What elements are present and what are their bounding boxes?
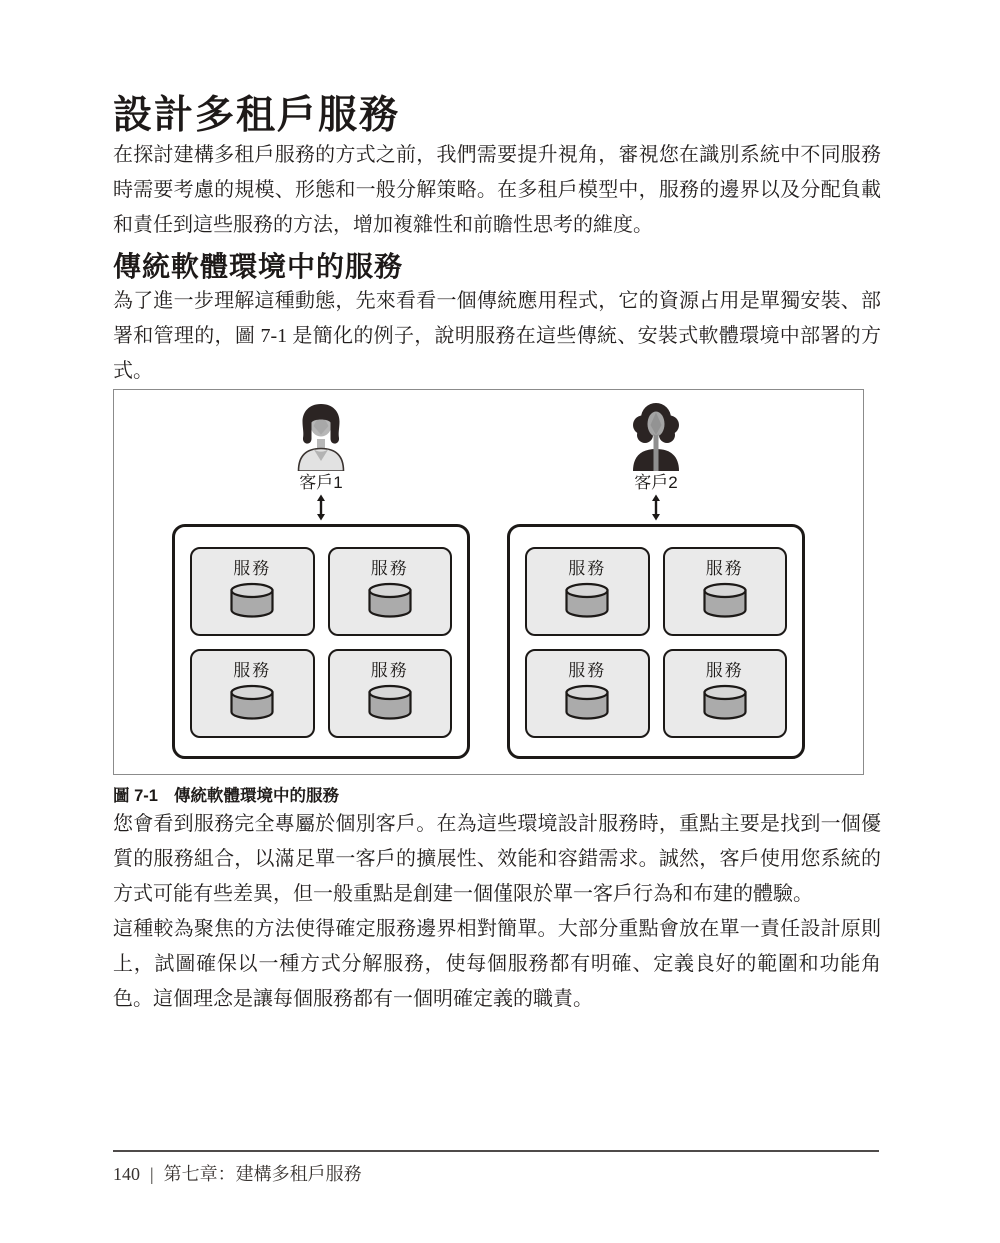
service-label: 服務	[233, 661, 272, 680]
database-cylinder-icon	[229, 582, 275, 618]
client-1-tenant-container	[172, 524, 470, 759]
footer-divider: |	[150, 1164, 154, 1184]
service-box	[328, 547, 453, 636]
text-column	[113, 0, 881, 1017]
intro-paragraph: 在探討建構多租戶服務的方式之前，我們需要提升視角，審視您在識別系統中不同服務時需要考慮的規模、形態和一般分解策略。在多租戶模型中，服務的邊界以及分配負載和責任到這些服務的方法，增加複雜性和前瞻性思考的維度。	[113, 144, 881, 236]
figure-caption	[113, 785, 881, 807]
figure-caption-text: 傳統軟體環境中的服務	[173, 787, 339, 805]
chapter-title: 第七章：建構多租戶服務	[163, 1164, 362, 1184]
service-label: 服務	[370, 559, 409, 578]
database-cylinder-icon	[367, 582, 413, 618]
client-1-person-icon	[293, 403, 349, 471]
service-box	[525, 547, 650, 636]
database-cylinder-icon	[367, 684, 413, 720]
client-2-tenant-container	[507, 524, 805, 759]
service-label: 服務	[705, 661, 744, 680]
section-heading: 傳統軟體環境中的服務	[113, 251, 404, 282]
service-box	[190, 547, 315, 636]
page-title: 設計多租戶服務	[113, 94, 401, 137]
figure-caption-label: 圖 7-1	[113, 787, 158, 805]
page-number: 140	[113, 1164, 140, 1184]
analysis-paragraph: 您會看到服務完全專屬於個別客戶。在為這些環境設計服務時，重點主要是找到一個優質的服務組合，以滿足單一客戶的擴展性、效能和容錯需求。誠然，客戶使用您系統的方式可能有些差異，但一般重點是創建一個僅限於單一客戶行為和布建的體驗。	[113, 813, 881, 905]
figure-intro-paragraph: 為了進一步理解這種動態，先來看看一個傳統應用程式，它的資源占用是單獨安裝、部署和管理的，圖 7-1 是簡化的例子，說明服務在這些傳統、安裝式軟體環境中部署的方式。	[113, 290, 881, 382]
client-1-label: 客戶1	[299, 473, 343, 492]
service-box	[190, 649, 315, 738]
page-footer	[113, 1150, 879, 1186]
figure-7-1	[113, 389, 864, 775]
client-2-group	[507, 403, 805, 774]
service-label: 服務	[568, 559, 607, 578]
service-label: 服務	[370, 661, 409, 680]
client-1-group	[172, 403, 470, 774]
service-label: 服務	[233, 559, 272, 578]
service-box	[328, 649, 453, 738]
database-cylinder-icon	[702, 582, 748, 618]
service-box	[525, 649, 650, 738]
database-cylinder-icon	[564, 582, 610, 618]
service-label: 服務	[705, 559, 744, 578]
service-box	[663, 649, 788, 738]
closing-paragraph: 這種較為聚焦的方法使得確定服務邊界相對簡單。大部分重點會放在單一責任設計原則上，試圖確保以一種方式分解服務，使每個服務都有明確、定義良好的範圍和功能角色。這個理念是讓每個服務都有一個明確定義的職責。	[113, 918, 881, 1010]
service-label: 服務	[568, 661, 607, 680]
database-cylinder-icon	[702, 684, 748, 720]
database-cylinder-icon	[564, 684, 610, 720]
bidirectional-arrow-icon	[314, 494, 328, 521]
client-2-person-icon	[628, 403, 684, 471]
client-2-label: 客戶2	[634, 473, 678, 492]
bidirectional-arrow-icon	[649, 494, 663, 521]
service-box	[663, 547, 788, 636]
database-cylinder-icon	[229, 684, 275, 720]
